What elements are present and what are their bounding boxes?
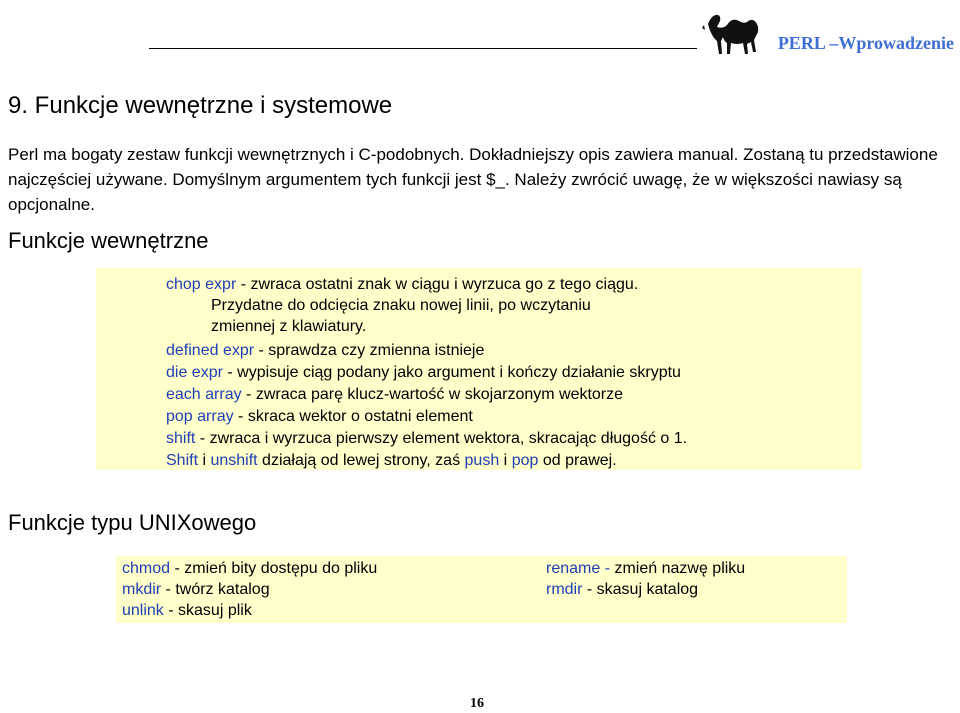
unix-line-unlink bbox=[122, 600, 252, 621]
description-rename: zmień nazwę pliku bbox=[610, 560, 746, 577]
keyword-unlink: unlink bbox=[122, 602, 164, 619]
keyword-pop: pop array bbox=[166, 408, 234, 425]
text-fragment: od prawej. bbox=[538, 452, 617, 469]
unix-line-mkdir bbox=[122, 579, 270, 600]
description-mkdir: - twórz katalog bbox=[161, 581, 270, 598]
function-line-defined bbox=[166, 340, 484, 361]
keyword-defined: defined expr bbox=[166, 342, 255, 359]
intro-paragraph: Perl ma bogaty zestaw funkcji wewnętrznych i C-podobnych. Dokładniejszy opis zawiera manual. Zostaną tu przedstawione najczęściej używane. Domyślnym argumentem tych funkcji jest $_. Należy zwrócić uwagę, że w większości nawiasy są opcjonalne. bbox=[8, 145, 938, 214]
description-each: - zwraca parę klucz-wartość w skojarzonym wektorze bbox=[241, 386, 624, 403]
text-fragment: i bbox=[198, 452, 211, 469]
keyword-die: die expr bbox=[166, 364, 223, 381]
text-fragment: i bbox=[499, 452, 512, 469]
keyword-shift: shift bbox=[166, 430, 196, 447]
function-line-pop bbox=[166, 406, 473, 427]
continuation-line: zmiennej z klawiatury. bbox=[211, 318, 367, 335]
keyword-push: push bbox=[464, 452, 500, 469]
description-rmdir: - skasuj katalog bbox=[582, 581, 699, 598]
header-rule bbox=[149, 48, 697, 49]
page-number: 16 bbox=[470, 696, 484, 711]
description-chmod: - zmień bity dostępu do pliku bbox=[170, 560, 378, 577]
description-defined: - sprawdza czy zmienna istnieje bbox=[254, 342, 485, 359]
keyword-Shift: Shift bbox=[166, 452, 199, 469]
function-line-die bbox=[166, 362, 681, 383]
description-shift: - zwraca i wyrzuca pierwszy element wektora, skracając długość o 1. bbox=[195, 430, 688, 447]
function-line-shift bbox=[166, 428, 687, 449]
internal-functions-box bbox=[96, 268, 862, 470]
unix-line-rename bbox=[546, 558, 745, 579]
keyword-chmod: chmod bbox=[122, 560, 171, 577]
keyword-chop: chop expr bbox=[166, 276, 237, 293]
keyword-unshift: unshift bbox=[210, 452, 258, 469]
camel-logo-icon bbox=[700, 2, 770, 54]
section-title: 9. Funkcje wewnętrzne i systemowe bbox=[8, 92, 393, 119]
unix-line-rmdir bbox=[546, 579, 698, 600]
function-line-each bbox=[166, 384, 623, 405]
keyword-rename: rename - bbox=[546, 560, 611, 577]
description-die: - wypisuje ciąg podany jako argument i kończy działanie skryptu bbox=[222, 364, 681, 381]
unix-functions-heading: Funkcje typu UNIXowego bbox=[8, 510, 257, 535]
keyword-each: each array bbox=[166, 386, 242, 403]
unix-line-chmod bbox=[122, 558, 377, 579]
continuation-line: Przydatne do odcięcia znaku nowej linii, po wczytaniu bbox=[211, 297, 591, 314]
text-fragment: działają od lewej strony, zaś bbox=[257, 452, 465, 469]
unix-functions-box bbox=[116, 556, 847, 623]
keyword-rmdir: rmdir bbox=[546, 581, 583, 598]
keyword-pop-2: pop bbox=[511, 452, 539, 469]
description-pop: - skraca wektor o ostatni element bbox=[233, 408, 473, 425]
header-title: PERL –Wprowadzenie bbox=[777, 33, 954, 53]
description-unlink: - skasuj plik bbox=[163, 602, 252, 619]
function-line-chop bbox=[166, 274, 638, 295]
description-chop: - zwraca ostatni znak w ciągu i wyrzuca go z tego ciągu. bbox=[236, 276, 639, 293]
keyword-mkdir: mkdir bbox=[122, 581, 162, 598]
internal-functions-heading: Funkcje wewnętrzne bbox=[8, 228, 209, 253]
function-line-shift-unshift bbox=[166, 450, 617, 471]
